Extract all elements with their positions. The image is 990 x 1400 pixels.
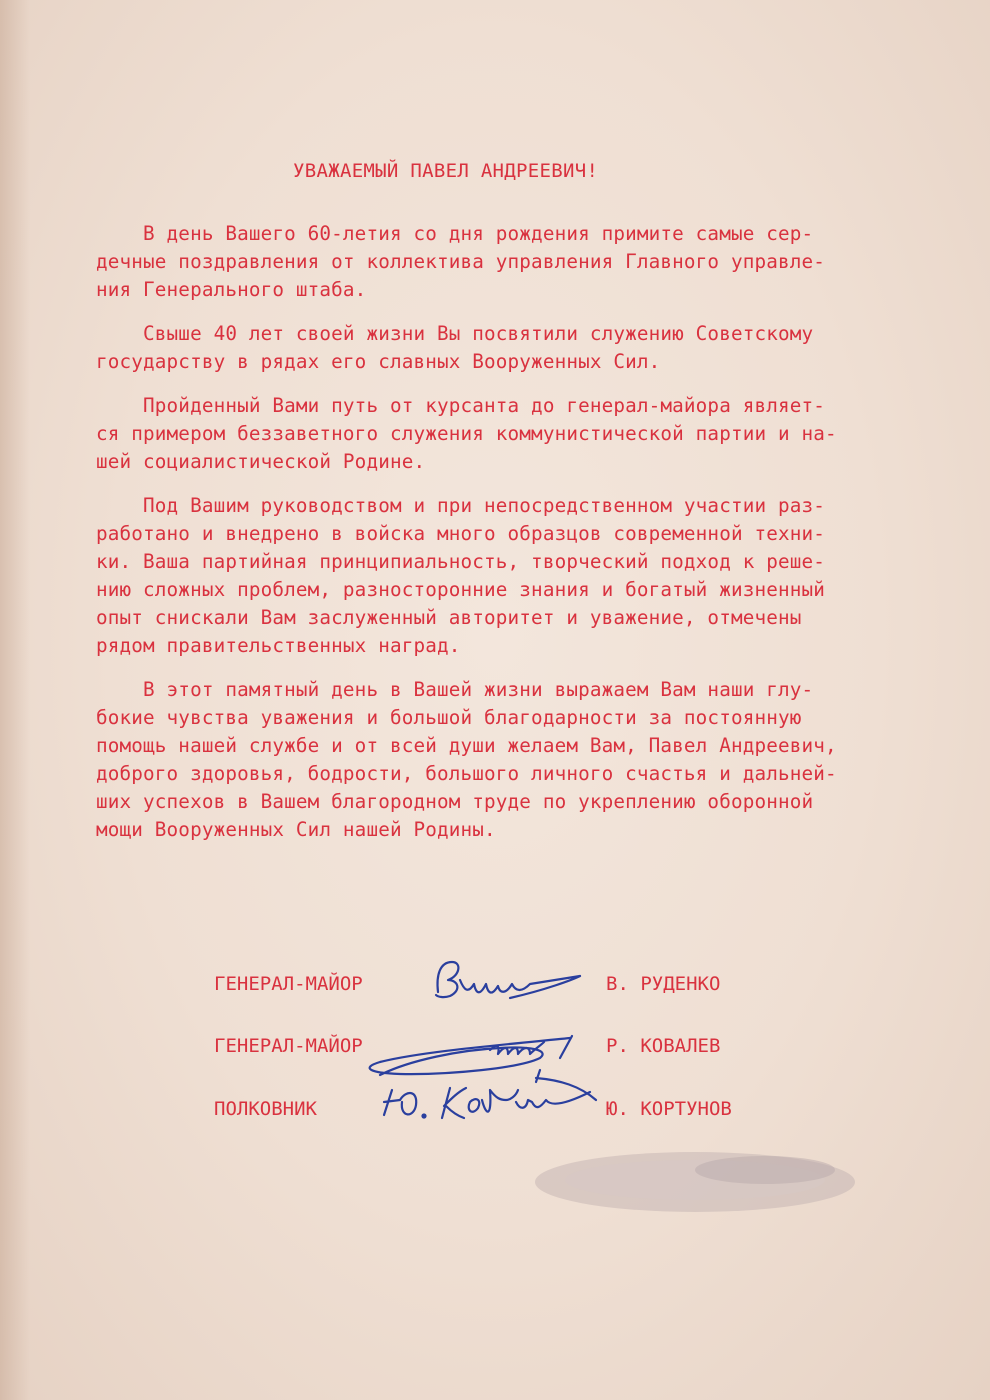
signatory-name: Ю. КОРТУНОВ: [606, 1098, 732, 1120]
text-line: Пройденный Вами путь от курсанта до генерал-майора являет-: [96, 394, 826, 417]
paragraph-1: [96, 220, 896, 304]
signatory-rank: ГЕНЕРАЛ-МАЙОР: [214, 1035, 363, 1057]
text-line: рядом правительственных наград.: [96, 634, 461, 657]
text-line: Свыше 40 лет своей жизни Вы посвятили служению Советскому: [96, 322, 814, 345]
text-line: ших успехов в Вашем благородном труде по укреплению оборонной: [96, 790, 814, 813]
text-line: опыт снискали Вам заслуженный авторитет и уважение, отмечены: [96, 606, 802, 629]
text-line: шей социалистической Родине.: [96, 450, 426, 473]
paragraph-4: [96, 492, 896, 660]
paragraph-5: [96, 676, 896, 844]
paragraph-3: [96, 392, 896, 476]
text-line: ки. Ваша партийная принципиальность, творческий подход к реше-: [96, 550, 826, 573]
text-line: Под Вашим руководством и при непосредственном участии раз-: [96, 494, 826, 517]
text-line: доброго здоровья, бодрости, большого личного счастья и дальней-: [96, 762, 837, 785]
text-line: ся примером беззаветного служения коммунистической партии и на-: [96, 422, 837, 445]
text-line: работано и внедрено в войска много образцов современной техни-: [96, 522, 826, 545]
letter-greeting: УВАЖАЕМЫЙ ПАВЕЛ АНДРЕЕВИЧ!: [293, 160, 599, 182]
paper-edge-shadow: [0, 0, 30, 1400]
letter-body: [96, 220, 896, 860]
handwritten-signatures: [340, 950, 640, 1140]
paragraph-2: [96, 320, 896, 376]
text-line: помощь нашей службе и от всей души желаем Вам, Павел Андреевич,: [96, 734, 837, 757]
text-line: нию сложных проблем, разносторонние знания и богатый жизненный: [96, 578, 826, 601]
signatory-rank: ПОЛКОВНИК: [214, 1098, 317, 1120]
signatory-name: В. РУДЕНКО: [606, 973, 721, 995]
text-line: бокие чувства уважения и большой благодарности за постоянную: [96, 706, 802, 729]
text-line: В этот памятный день в Вашей жизни выражаем Вам наши глу-: [96, 678, 814, 701]
text-line: ния Генерального штаба.: [96, 278, 367, 301]
text-line: мощи Вооруженных Сил нашей Родины.: [96, 818, 496, 841]
signatory-name: Р. КОВАЛЕВ: [606, 1035, 721, 1057]
signatory-rank: ГЕНЕРАЛ-МАЙОР: [214, 973, 363, 995]
text-line: дечные поздравления от коллектива управления Главного управле-: [96, 250, 826, 273]
text-line: государству в рядах его славных Вооруженных Сил.: [96, 350, 661, 373]
text-line: В день Вашего 60-летия со дня рождения примите самые сер-: [96, 222, 814, 245]
faded-stamp: [515, 1130, 875, 1230]
